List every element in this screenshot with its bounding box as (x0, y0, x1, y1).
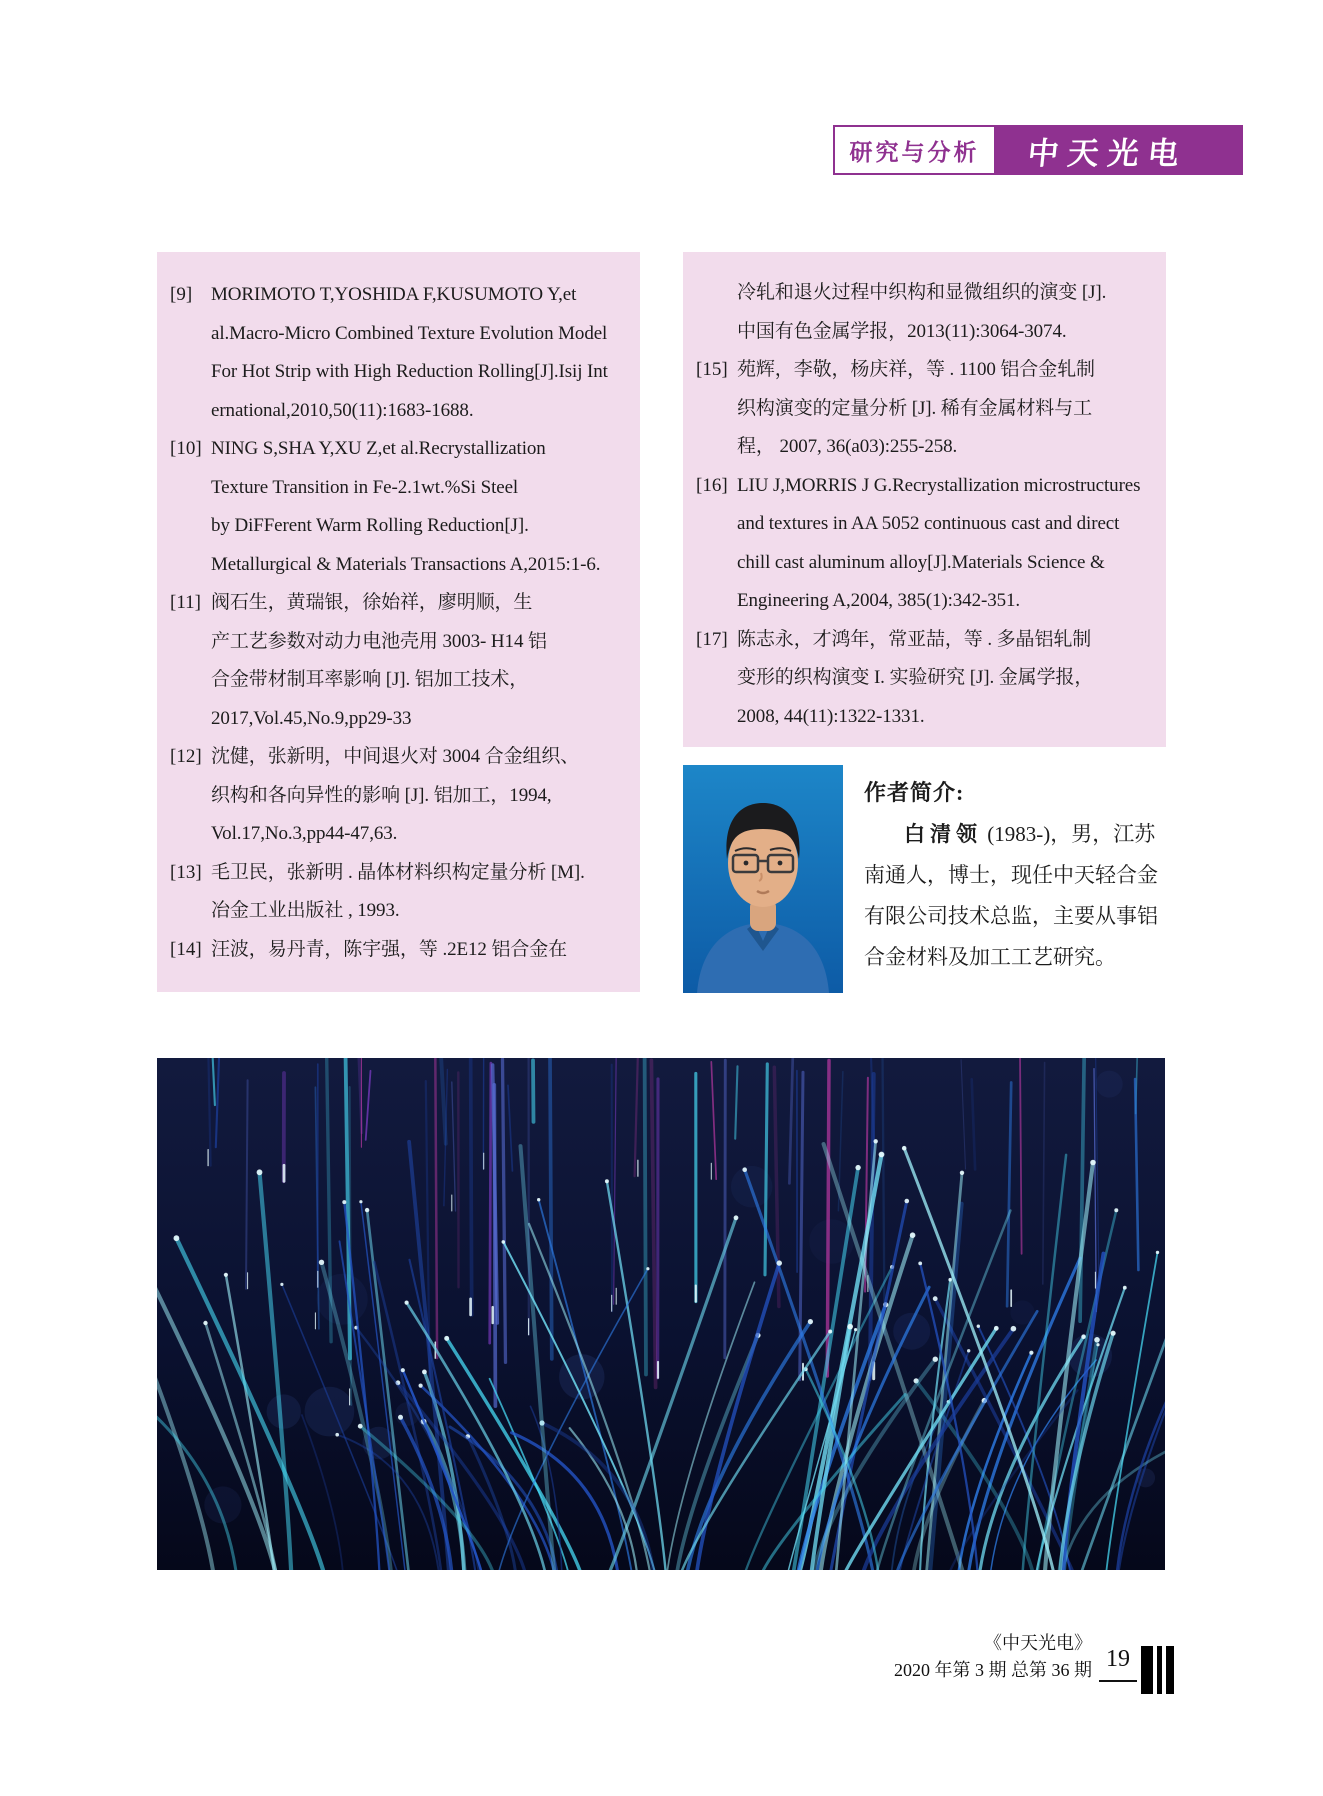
reference-item (157, 584, 640, 738)
footer-journal-title: 《中天光电》 (984, 1633, 1092, 1653)
reference-line: and textures in AA 5052 continuous cast and direct (737, 513, 1120, 534)
page-number: 19 (1099, 1644, 1137, 1682)
reference-number: [11] (170, 592, 201, 613)
reference-line: 变形的织构演变 I. 实验研究 [J]. 金属学报， (737, 667, 1094, 688)
reference-line: For Hot Strip with High Reduction Rolling[J].Isij Int (211, 361, 608, 382)
reference-line: 毛卫民，张新明 . 晶体材料织构定量分析 [M]. (211, 861, 585, 883)
reference-line: 合金带材制耳率影响 [J]. 铝加工技术， (211, 669, 529, 690)
reference-number: [14] (170, 938, 202, 960)
author-bio-line: 合金材料及加工工艺研究。 (864, 945, 1116, 969)
reference-line: 陈志永，才鸿年，常亚喆，等 . 多晶铝轧制 (737, 628, 1092, 650)
reference-number: [16] (696, 474, 728, 496)
author-bio (864, 778, 1168, 978)
reference-item (157, 276, 640, 430)
reference-number: [10] (170, 438, 202, 459)
reference-line: NING S,SHA Y,XU Z,et al.Recrystallization (211, 438, 546, 459)
reference-number: [12] (170, 746, 202, 767)
reference-line: Texture Transition in Fe-2.1wt.%Si Steel (211, 476, 519, 498)
reference-line: 苑辉，李敬，杨庆祥，等 . 1100 铝合金轧制 (737, 359, 1095, 380)
section-tab (833, 125, 996, 175)
reference-item (683, 621, 1166, 737)
author-photo (683, 765, 843, 993)
reference-number: [9] (170, 284, 193, 305)
reference-line: Metallurgical & Materials Transactions A,2015:1-6. (211, 553, 601, 575)
reference-number: [17] (696, 628, 728, 650)
reference-item (683, 351, 1166, 467)
reference-item (157, 854, 640, 931)
fiber-optic-artwork (157, 1058, 1165, 1570)
reference-line: LIU J,MORRIS J G.Recrystallization microstructures (737, 474, 1141, 496)
reference-number: [13] (170, 861, 202, 883)
footer-bar (1141, 1646, 1153, 1694)
reference-item (157, 738, 640, 854)
reference-item (683, 274, 1166, 351)
reference-line: 冶金工业出版社 , 1993. (211, 900, 400, 921)
author-bio-text: (1983-)，男，江苏 (982, 822, 1156, 846)
reference-line: 阀石生，黄瑞银，徐始祥，廖明顺，生 (211, 592, 533, 613)
author-bio-line (864, 814, 1168, 855)
reference-line: al.Macro-Micro Combined Texture Evolution Model (211, 322, 608, 344)
reference-line: 织构演变的定量分析 [J]. 稀有金属材料与工 (737, 397, 1092, 419)
footer-bar (1157, 1646, 1162, 1694)
reference-line: MORIMOTO T,YOSHIDA F,KUSUMOTO Y,et (211, 284, 577, 305)
reference-line: 织构和各向异性的影响 [J]. 铝加工，1994, (211, 784, 552, 806)
reference-number: [15] (696, 359, 728, 380)
section-label: 研究与分析 (849, 138, 980, 165)
references-panel-right (683, 252, 1166, 747)
author-bio-heading: 作者简介: (864, 780, 965, 805)
reference-line: by DiFFerent Warm Rolling Reduction[J]. (211, 515, 529, 536)
footer-info (832, 1630, 1092, 1684)
reference-item (683, 467, 1166, 621)
reference-item (157, 931, 640, 970)
reference-line: chill cast aluminum alloy[J].Materials Science & (737, 551, 1105, 573)
footer-issue-info: 2020 年第 3 期 总第 36 期 (894, 1660, 1092, 1680)
reference-line: 冷轧和退火过程中织构和显微组织的演变 [J]. (737, 282, 1107, 303)
brand-block (996, 125, 1243, 175)
reference-line: 产工艺参数对动力电池壳用 3003- H14 铝 (211, 630, 547, 652)
brand-logo-text: 中天光电 (1025, 135, 1190, 171)
author-bio-line: 有限公司技术总监，主要从事铝 (864, 904, 1158, 928)
reference-item (157, 430, 640, 584)
reference-line: 2008, 44(11):1322-1331. (737, 705, 925, 727)
reference-line: 程， 2007, 36(a03):255-258. (737, 436, 958, 457)
reference-line: 汪波，易丹青，陈宇强，等 .2E12 铝合金在 (211, 938, 568, 960)
footer-bars (1141, 1646, 1174, 1694)
reference-line: 中国有色金属学报，2013(11):3064-3074. (737, 320, 1067, 342)
reference-line: ernational,2010,50(11):1683-1688. (211, 399, 474, 421)
references-panel-left (157, 252, 640, 992)
author-bio-line: 南通人，博士，现任中天轻合金 (864, 863, 1158, 887)
author-name: 白清领 (904, 822, 982, 846)
reference-line: 2017,Vol.45,No.9,pp29-33 (211, 707, 412, 729)
reference-line: 沈健，张新明，中间退火对 3004 合金组织、 (211, 746, 580, 767)
reference-line: Engineering A,2004, 385(1):342-351. (737, 590, 1021, 611)
footer-bar (1166, 1646, 1174, 1694)
reference-line: Vol.17,No.3,pp44-47,63. (211, 823, 398, 844)
